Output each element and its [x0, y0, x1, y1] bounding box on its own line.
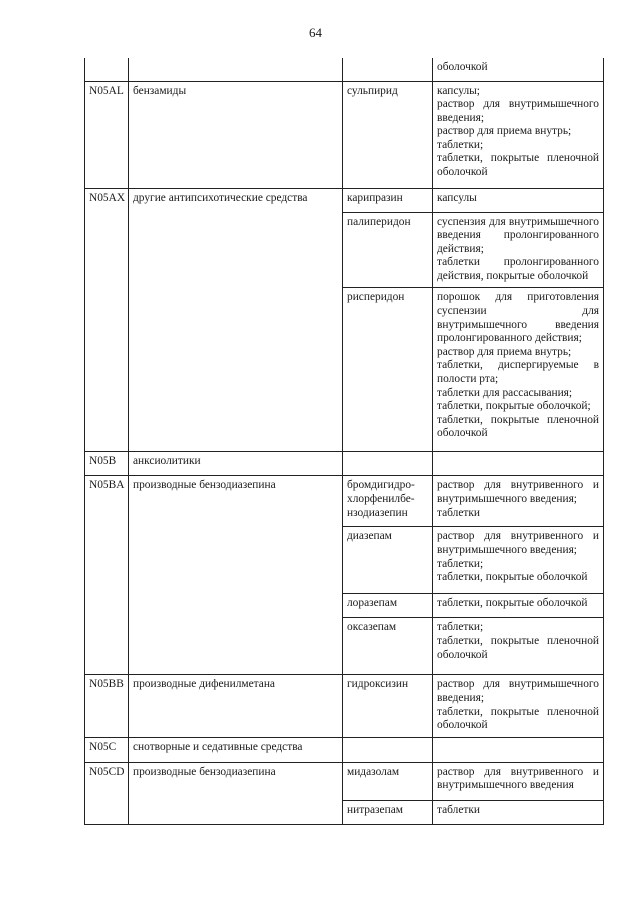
group-cell: анксиолитики — [129, 452, 343, 476]
dosage-form-line: суспензия для внутримышечного введения пролонгированного действия; — [437, 215, 599, 255]
dosage-form-cell — [433, 737, 604, 762]
dosage-form-line: таблетки, покрытые пленочной оболочкой — [437, 705, 599, 732]
group-cell: бензамиды — [129, 81, 343, 188]
table-row — [85, 675, 604, 737]
dosage-form-line: порошок для приготовления суспензии для внутримышечного введения пролонгированного действия; — [437, 291, 599, 345]
dosage-form-line: таблетки, покрытые оболочкой — [437, 597, 588, 610]
dosage-form-cell — [433, 762, 604, 800]
group-cell: производные бензодиазепина — [129, 762, 343, 824]
group-cell — [129, 58, 343, 81]
table-row — [85, 188, 604, 212]
dosage-form-line: оболочкой — [437, 61, 488, 73]
dosage-form-line: раствор для внутривенного и внутримышечного введения — [437, 765, 599, 792]
atc-code-cell: N05BB — [85, 675, 129, 737]
dosage-form-line: раствор для внутривенного и внутримышечного введения; — [437, 530, 599, 557]
dosage-form-cell — [433, 675, 604, 737]
atc-code-cell: N05AL — [85, 81, 129, 188]
substance-cell: сульпирид — [343, 81, 433, 188]
dosage-form-cell — [433, 800, 604, 824]
page-number: 64 — [309, 25, 322, 40]
dosage-form-line: таблетки, покрытые оболочкой — [437, 571, 588, 584]
atc-code-cell: N05BA — [85, 476, 129, 675]
substance-cell: карипразин — [343, 188, 433, 212]
table-row — [85, 737, 604, 762]
substance-cell: рисперидон — [343, 288, 433, 452]
dosage-form-line: таблетки, покрытые оболочкой; — [437, 400, 591, 413]
substance-cell: палиперидон — [343, 212, 433, 288]
dosage-form-line: таблетки, покрытые пленочной оболочкой — [437, 152, 599, 179]
substance-cell: оксазепам — [343, 618, 433, 675]
dosage-form-line: таблетки для рассасывания; — [437, 386, 573, 399]
table-row — [85, 58, 604, 81]
substance-cell — [343, 58, 433, 81]
group-cell: производные бензодиазепина — [129, 476, 343, 675]
group-cell: производные дифенилметана — [129, 675, 343, 737]
dosage-form-cell — [433, 594, 604, 618]
dosage-form-line: таблетки; — [437, 557, 484, 570]
substance-cell: гидроксизин — [343, 675, 433, 737]
substance-cell — [343, 737, 433, 762]
atc-code-cell: N05CD — [85, 762, 129, 824]
table-row — [85, 476, 604, 527]
atc-code-cell — [85, 58, 129, 81]
table-row — [85, 452, 604, 476]
atc-code-cell: N05B — [85, 452, 129, 476]
atc-code-cell: N05C — [85, 737, 129, 762]
table-row — [85, 762, 604, 800]
dosage-form-cell — [433, 212, 604, 288]
substance-cell — [343, 452, 433, 476]
dosage-form-cell — [433, 58, 604, 81]
dosage-form-line: таблетки; — [437, 138, 484, 151]
dosage-form-line: таблетки, диспергируемые в полости рта; — [437, 359, 599, 386]
dosage-form-cell — [433, 452, 604, 476]
dosage-form-line: раствор для внутримышечного введения; — [437, 678, 599, 705]
dosage-form-line: раствор для приема внутрь; — [437, 125, 572, 138]
table-row — [85, 81, 604, 188]
dosage-form-line: раствор для внутривенного и внутримышечного введения; — [437, 479, 599, 506]
substance-cell: лоразепам — [343, 594, 433, 618]
dosage-form-line: таблетки пролонгированного действия, покрытые оболочкой — [437, 256, 599, 282]
group-cell: другие антипсихотические средства — [129, 188, 343, 452]
substance-cell: диазепам — [343, 527, 433, 594]
dosage-form-line: капсулы — [437, 191, 477, 204]
dosage-form-line: таблетки — [437, 803, 481, 816]
dosage-form-cell — [433, 527, 604, 594]
substance-cell: нитразепам — [343, 800, 433, 824]
dosage-form-cell — [433, 81, 604, 188]
dosage-form-line: таблетки — [437, 506, 481, 519]
dosage-form-line: таблетки, покрытые пленочной оболочкой — [437, 635, 599, 661]
dosage-form-line: раствор для приема внутрь; — [437, 345, 572, 358]
dosage-form-cell — [433, 188, 604, 212]
dosage-form-line: таблетки; — [437, 621, 484, 634]
dosage-form-line: капсулы; — [437, 84, 480, 97]
dosage-form-line: таблетки, покрытые пленочной оболочкой — [437, 413, 599, 440]
dosage-form-cell — [433, 288, 604, 452]
group-cell: снотворные и седативные средства — [129, 737, 343, 762]
dosage-form-line: раствор для внутримышечного введения; — [437, 98, 599, 124]
dosage-form-cell — [433, 476, 604, 527]
dosage-form-cell — [433, 618, 604, 675]
atc-code-cell: N05AX — [85, 188, 129, 452]
substance-cell: бромдигидро-хлорфенилбе-нзодиазепин — [343, 476, 433, 527]
substance-cell: мидазолам — [343, 762, 433, 800]
drug-table — [84, 58, 604, 825]
